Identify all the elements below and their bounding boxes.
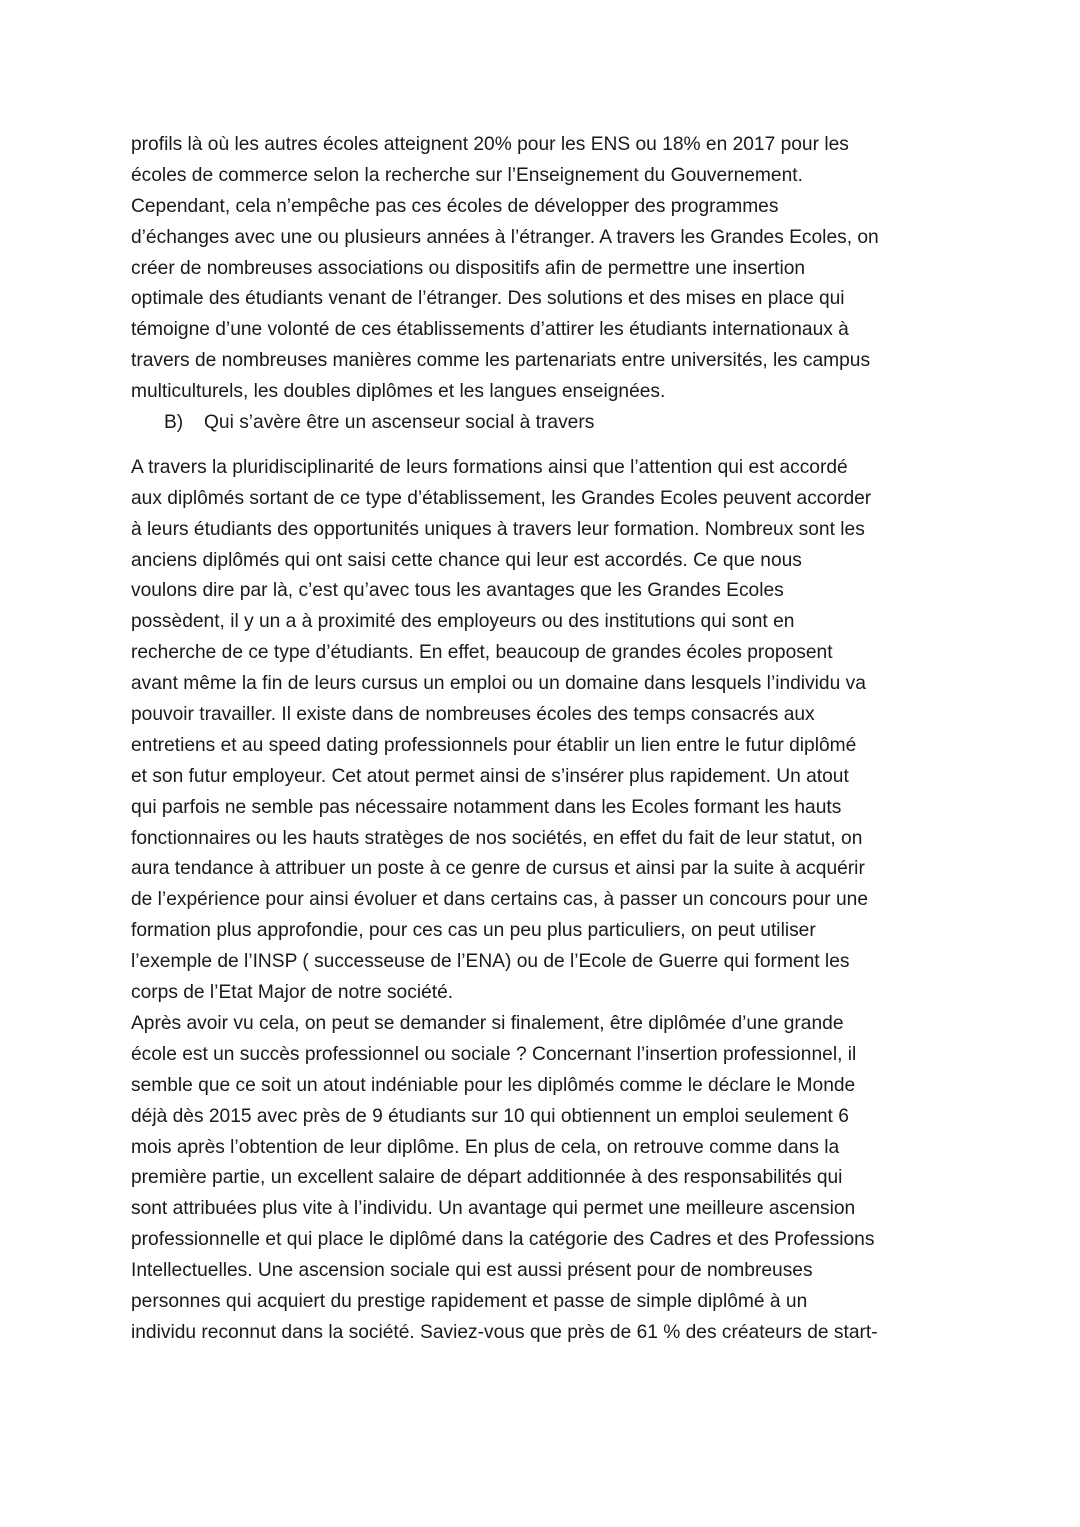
text-line: Intellectuelles. Une ascension sociale qui est aussi présent pour de nombreuses — [131, 1260, 813, 1282]
text-line: Après avoir vu cela, on peut se demander si finalement, être diplômée d’une grande — [131, 1012, 844, 1034]
text-line: possèdent, il y un a à proximité des employeurs ou des institutions qui sont en — [131, 611, 795, 633]
text-line: A travers la pluridisciplinarité de leurs formations ainsi que l’attention qui est accordé — [131, 456, 848, 478]
text-line: école est un succès professionnel ou sociale ? Concernant l’insertion professionnel, il — [131, 1043, 857, 1065]
text-line: qui parfois ne semble pas nécessaire notamment dans les Ecoles formant les hauts — [131, 796, 842, 818]
text-line: optimale des étudiants venant de l’étranger. Des solutions et des mises en place qui — [131, 288, 845, 310]
text-line: fonctionnaires ou les hauts stratèges de nos sociétés, en effet du fait de leur statut, on — [131, 827, 863, 849]
text-line: anciens diplômés qui ont saisi cette chance qui leur est accordés. Ce que nous — [131, 549, 802, 571]
text-line: travers de nombreuses manières comme les partenariats entre universités, les campus — [131, 350, 871, 372]
text-line: pouvoir travailler. Il existe dans de nombreuses écoles des temps consacrés aux — [131, 704, 815, 726]
section-heading — [131, 408, 961, 439]
text-line: profils là où les autres écoles atteignent 20% pour les ENS ou 18% en 2017 pour les — [131, 134, 849, 155]
text-line: de l’expérience pour ainsi évoluer et dans certains cas, à passer un concours pour une — [131, 889, 869, 911]
text-line: recherche de ce type d’étudiants. En effet, beaucoup de grandes écoles proposent — [131, 642, 833, 664]
text-line: déjà dès 2015 avec près de 9 étudiants sur 10 qui obtiennent un emploi seulement 6 — [131, 1105, 849, 1127]
text-line: écoles de commerce selon la recherche sur l’Enseignement du Gouvernement. — [131, 164, 803, 186]
text-line: l’exemple de l’INSP ( successeuse de l’ENA) ou de l’Ecole de Guerre qui forment les — [131, 951, 850, 973]
text-line: entretiens et au speed dating professionnels pour établir un lien entre le futur diplômé — [131, 734, 857, 756]
text-line: semble que ce soit un atout indéniable pour les diplômés comme le déclare le Monde — [131, 1074, 856, 1096]
text-line: voulons dire par là, c’est qu’avec tous les avantages que les Grandes Ecoles — [131, 580, 784, 602]
section-heading-marker: B) — [164, 412, 184, 434]
text-line: sont attribuées plus vite à l’individu. Un avantage qui permet une meilleure ascension — [131, 1198, 856, 1220]
text-line: multiculturels, les doubles diplômes et les langues enseignées. — [131, 381, 666, 403]
paragraph-2 — [131, 453, 961, 1009]
text-line: à leurs étudiants des opportunités uniques à travers leur formation. Nombreux sont les — [131, 518, 865, 540]
text-line: Cependant, cela n’empêche pas ces écoles de développer des programmes — [131, 195, 779, 217]
text-line: aux diplômés sortant de ce type d’établissement, les Grandes Ecoles peuvent accorder — [131, 487, 872, 509]
paragraph-3 — [131, 1009, 961, 1349]
text-line: créer de nombreuses associations ou dispositifs afin de permettre une insertion — [131, 257, 806, 279]
text-line: et son futur employeur. Cet atout permet ainsi de s’insérer plus rapidement. Un atout — [131, 765, 849, 787]
document-page — [131, 130, 961, 1349]
text-line: d’échanges avec une ou plusieurs années à l’étranger. A travers les Grandes Ecoles, on — [131, 226, 879, 248]
section-heading-text: Qui s’avère être un ascenseur social à travers — [204, 412, 595, 434]
text-line: individu reconnut dans la société. Saviez-vous que près de 61 % des créateurs de start- — [131, 1321, 878, 1343]
text-line: aura tendance à attribuer un poste à ce genre de cursus et ainsi par la suite à acquérir — [131, 858, 865, 880]
text-line: mois après l’obtention de leur diplôme. En plus de cela, on retrouve comme dans la — [131, 1136, 840, 1158]
paragraph-1 — [131, 130, 961, 408]
text-line: formation plus approfondie, pour ces cas un peu plus particuliers, on peut utiliser — [131, 920, 816, 942]
text-line: témoigne d’une volonté de ces établissements d’attirer les étudiants internationaux à — [131, 319, 849, 341]
text-line: avant même la fin de leurs cursus un emploi ou un domaine dans lesquels l’individu va — [131, 673, 866, 695]
text-line: corps de l’Etat Major de notre société. — [131, 982, 454, 1004]
text-line: personnes qui acquiert du prestige rapidement et passe de simple diplômé à un — [131, 1290, 808, 1312]
text-line: première partie, un excellent salaire de départ additionnée à des responsabilités qui — [131, 1167, 843, 1189]
text-line: professionnelle et qui place le diplômé dans la catégorie des Cadres et des Professions — [131, 1229, 875, 1251]
